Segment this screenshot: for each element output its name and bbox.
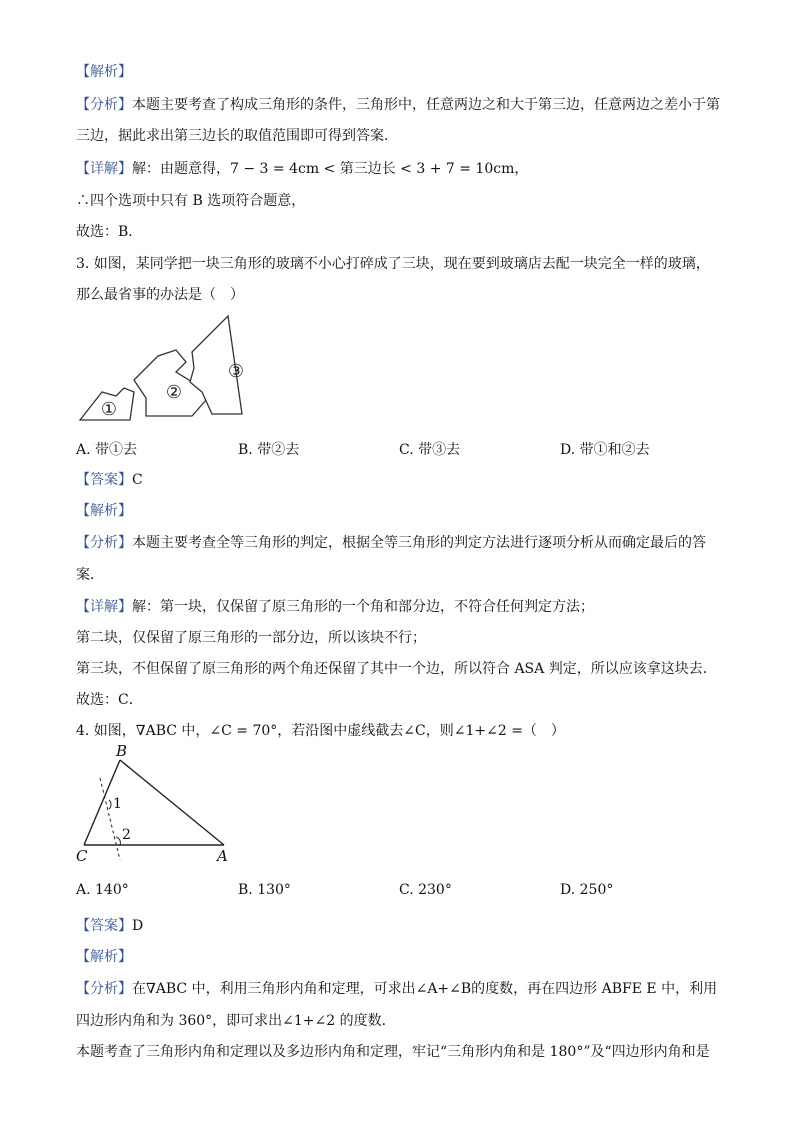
q3-xiangjie-line1 <box>76 597 594 617</box>
q2-fenxi-line1 <box>76 95 720 115</box>
q3-xiangjie-line2: 第二块，仅保留了原三角形的一部分边，所以该块不行； <box>76 630 426 646</box>
q4-fenxi-line3: 本题考查了三角形内角和定理以及多边形内角和定理，牢记“三角形内角和是 180°”及“四边形内角和是 <box>76 1044 710 1060</box>
answer-tag: 【答案】 <box>76 918 132 934</box>
angle-1-arc <box>109 800 111 809</box>
glass-pieces-figure <box>76 312 246 424</box>
vertex-label-b: B <box>116 742 128 760</box>
q4-answer-value: D <box>132 918 144 934</box>
q4-option-b: B. 130° <box>238 882 291 898</box>
piece-label-1: ① <box>100 399 118 420</box>
q3-option-b: B. 带②去 <box>238 442 300 458</box>
q2-therefore-line: ∴四个选项中只有 B 选项符合题意， <box>76 193 306 209</box>
angle-2-arc <box>116 837 120 845</box>
xiangjie-tag: 【详解】 <box>76 161 132 177</box>
xiangjie-tag: 【详解】 <box>76 599 132 615</box>
q3-xiangjie-line3: 第三块，不但保留了原三角形的两个角还保留了其中一个边，所以符合 ASA 判定，所以应该拿这块去． <box>76 661 717 677</box>
cut-dashed-line <box>100 778 120 860</box>
angle-label-1: 1 <box>113 796 122 812</box>
q3-option-d: D. 带①和②去 <box>560 442 650 458</box>
q3-option-a: A. 带①去 <box>76 442 138 458</box>
q4-jiexi-heading: 【解析】 <box>76 949 132 965</box>
q3-answer-line <box>76 470 143 490</box>
q3-stem-line2: 那么最省事的办法是（ ） <box>76 287 244 303</box>
q2-answer-choice: 故选：B． <box>76 224 143 240</box>
side-ba <box>120 760 224 845</box>
q2-jiexi-heading: 【解析】 <box>76 64 132 80</box>
fenxi-tag: 【分析】 <box>76 981 132 997</box>
fenxi-tag: 【分析】 <box>76 97 132 113</box>
fenxi-tag: 【分析】 <box>76 535 132 551</box>
q2-fenxi-line2: 三边，据此求出第三边长的取值范围即可得到答案． <box>76 128 398 144</box>
q4-fenxi-line2: 四边形内角和为 360°，即可求出∠1+∠2 的度数． <box>76 1013 396 1029</box>
q4-fenxi-text: 在∇ABC 中，利用三角形内角和定理，可求出∠A+∠B的度数，再在四边形 ABFE E 中，利用 <box>132 981 718 997</box>
angle-label-2: 2 <box>122 827 131 843</box>
q4-option-a: A. 140° <box>76 882 129 898</box>
q4-answer-line <box>76 916 143 936</box>
q3-fenxi-line2: 案． <box>76 567 104 583</box>
q3-answer-value: C <box>132 472 143 488</box>
q4-fenxi-line1 <box>76 979 717 999</box>
q3-fenxi-text: 本题主要考查全等三角形的判定，根据全等三角形的判定方法进行逐项分析从而确定最后的答 <box>132 535 706 551</box>
answer-tag: 【答案】 <box>76 472 132 488</box>
vertex-label-a: A <box>217 847 228 865</box>
q3-stem-line1: 3. 如图，某同学把一块三角形的玻璃不小心打碎成了三块，现在要到玻璃店去配一块完全一样的玻璃， <box>76 256 710 272</box>
q4-option-d: D. 250° <box>560 882 614 898</box>
piece-label-3: ③ <box>227 361 245 382</box>
q4-stem-line1: 4. 如图，∇ABC 中，∠C = 70°，若沿图中虚线截去∠C，则∠1+∠2 =（ ） <box>76 723 565 739</box>
q3-option-c: C. 带③去 <box>399 442 461 458</box>
q3-jiexi-heading: 【解析】 <box>76 503 132 519</box>
q4-option-c: C. 230° <box>399 882 452 898</box>
q2-xiangjie-line1 <box>76 159 528 179</box>
triangle-abc-figure <box>72 742 242 866</box>
q2-xiangjie-text: 解：由题意得，7 − 3 = 4cm < 第三边长 < 3 + 7 = 10cm， <box>132 161 529 177</box>
q3-xiangjie-text: 解：第一块，仅保留了原三角形的一个角和部分边，不符合任何判定方法； <box>132 599 594 615</box>
q3-answer-choice: 故选：C． <box>76 692 143 708</box>
q3-fenxi-line1 <box>76 533 706 553</box>
piece-label-2: ② <box>165 382 183 403</box>
q2-fenxi-text: 本题主要考查了构成三角形的条件，三角形中，任意两边之和大于第三边，任意两边之差小于第 <box>132 97 720 113</box>
vertex-label-c: C <box>76 847 88 865</box>
